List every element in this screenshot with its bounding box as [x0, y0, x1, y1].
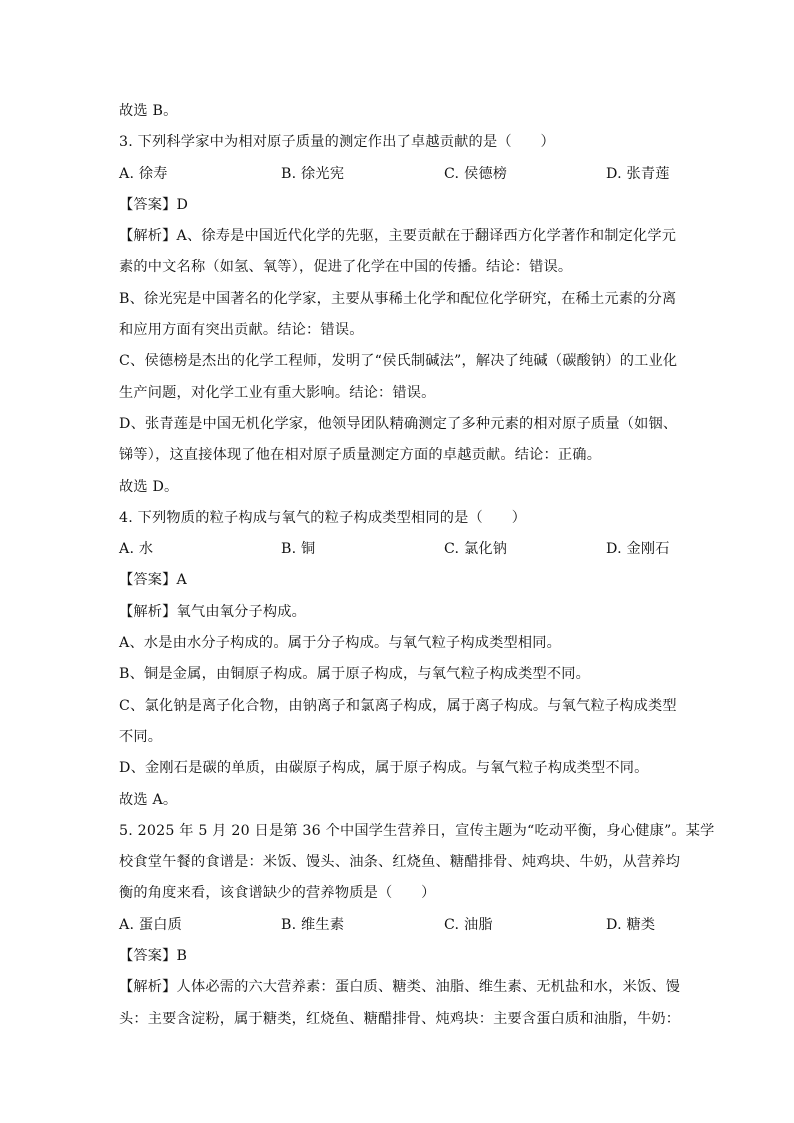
answer-line: 【答案】B — [119, 948, 188, 965]
option-d: D. 糖类 — [606, 916, 656, 933]
option-d: D. 金刚石 — [606, 541, 670, 558]
question-3-options — [119, 159, 679, 190]
analysis-line: B、徐光宪是中国著名的化学家，主要从事稀土化学和配位化学研究，在稀土元素的分离 — [119, 290, 677, 307]
text-line: 故选 B。 — [119, 103, 178, 119]
analysis-line: 和应用方面有突出贡献。结论：错误。 — [119, 322, 364, 339]
question-5-stem: 5. 2025 年 5 月 20 日是第 36 个中国学生营养日，宣传主题为“吃动平衡，身心健康”。某学 — [119, 822, 715, 839]
question-3-stem: 3. 下列科学家中为相对原子质量的测定作出了卓越贡献的是（ ） — [119, 134, 555, 151]
option-d: D. 张青莲 — [606, 165, 670, 182]
analysis-line: 【解析】人体必需的六大营养素：蛋白质、糖类、油脂、维生素、无机盐和水，米饭、馒 — [119, 979, 681, 996]
option-c: C. 油脂 — [444, 916, 493, 933]
text-line: 故选 D。 — [119, 478, 179, 495]
option-b: B. 铜 — [281, 541, 316, 558]
option-a: A. 水 — [119, 541, 154, 558]
analysis-line: C、侯德榜是杰出的化学工程师，发明了“侯氏制碱法”，解决了纯碱（碳酸钠）的工业化 — [119, 353, 678, 370]
analysis-line: 【解析】氧气由氧分子构成。 — [119, 603, 307, 620]
analysis-line: 锑等），这直接体现了他在相对原子质量测定方面的卓越贡献。结论：正确。 — [119, 447, 602, 464]
option-a: A. 蛋白质 — [119, 916, 183, 933]
answer-line: 【答案】D — [119, 196, 189, 213]
option-b: B. 维生素 — [281, 916, 345, 933]
analysis-line: C、氯化钠是离子化合物，由钠离子和氯离子构成，属于离子构成。与氧气粒子构成类型 — [119, 697, 677, 714]
analysis-line: 生产问题，对化学工业有重大影响。结论：错误。 — [119, 384, 436, 401]
analysis-line: B、铜是金属，由铜原子构成。属于原子构成，与氧气粒子构成类型不同。 — [119, 666, 591, 683]
question-4-stem: 4. 下列物质的粒子构成与氧气的粒子构成类型相同的是（ ） — [119, 509, 527, 526]
option-c: C. 氯化钠 — [444, 541, 508, 558]
analysis-line: 素的中文名称（如氢、氧等），促进了化学在中国的传播。结论：错误。 — [119, 259, 573, 276]
question-5-stem: 校食堂午餐的食谱是：米饭、馒头、油条、红烧鱼、糖醋排骨、炖鸡块、牛奶，从营养均 — [119, 854, 681, 871]
option-a: A. 徐寿 — [119, 165, 168, 182]
analysis-line: 头：主要含淀粉，属于糖类，红烧鱼、糖醋排骨、炖鸡块：主要含蛋白质和油脂，牛奶： — [119, 1010, 681, 1027]
question-5-options — [119, 910, 679, 941]
answer-line: 【答案】A — [119, 572, 187, 589]
analysis-line: 【解析】A、徐寿是中国近代化学的先驱，主要贡献在于翻译西方化学著作和制定化学元 — [119, 228, 677, 245]
analysis-line: 不同。 — [119, 728, 163, 745]
question-4-options — [119, 534, 679, 565]
analysis-line: D、金刚石是碳的单质，由碳原子构成，属于原子构成。与氧气粒子构成类型不同。 — [119, 760, 649, 777]
analysis-line: D、张青莲是中国无机化学家，他领导团队精确测定了多种元素的相对原子质量（如铟、 — [119, 415, 678, 432]
question-5-stem: 衡的角度来看，该食谱缺少的营养物质是（ ） — [119, 885, 436, 902]
option-b: B. 徐光宪 — [281, 165, 345, 182]
analysis-line: A、水是由水分子构成的。属于分子构成。与氧气粒子构成类型相同。 — [119, 635, 562, 652]
text-line: 故选 A。 — [119, 791, 178, 808]
option-c: C. 侯德榜 — [444, 165, 508, 182]
document-page — [119, 96, 715, 1035]
